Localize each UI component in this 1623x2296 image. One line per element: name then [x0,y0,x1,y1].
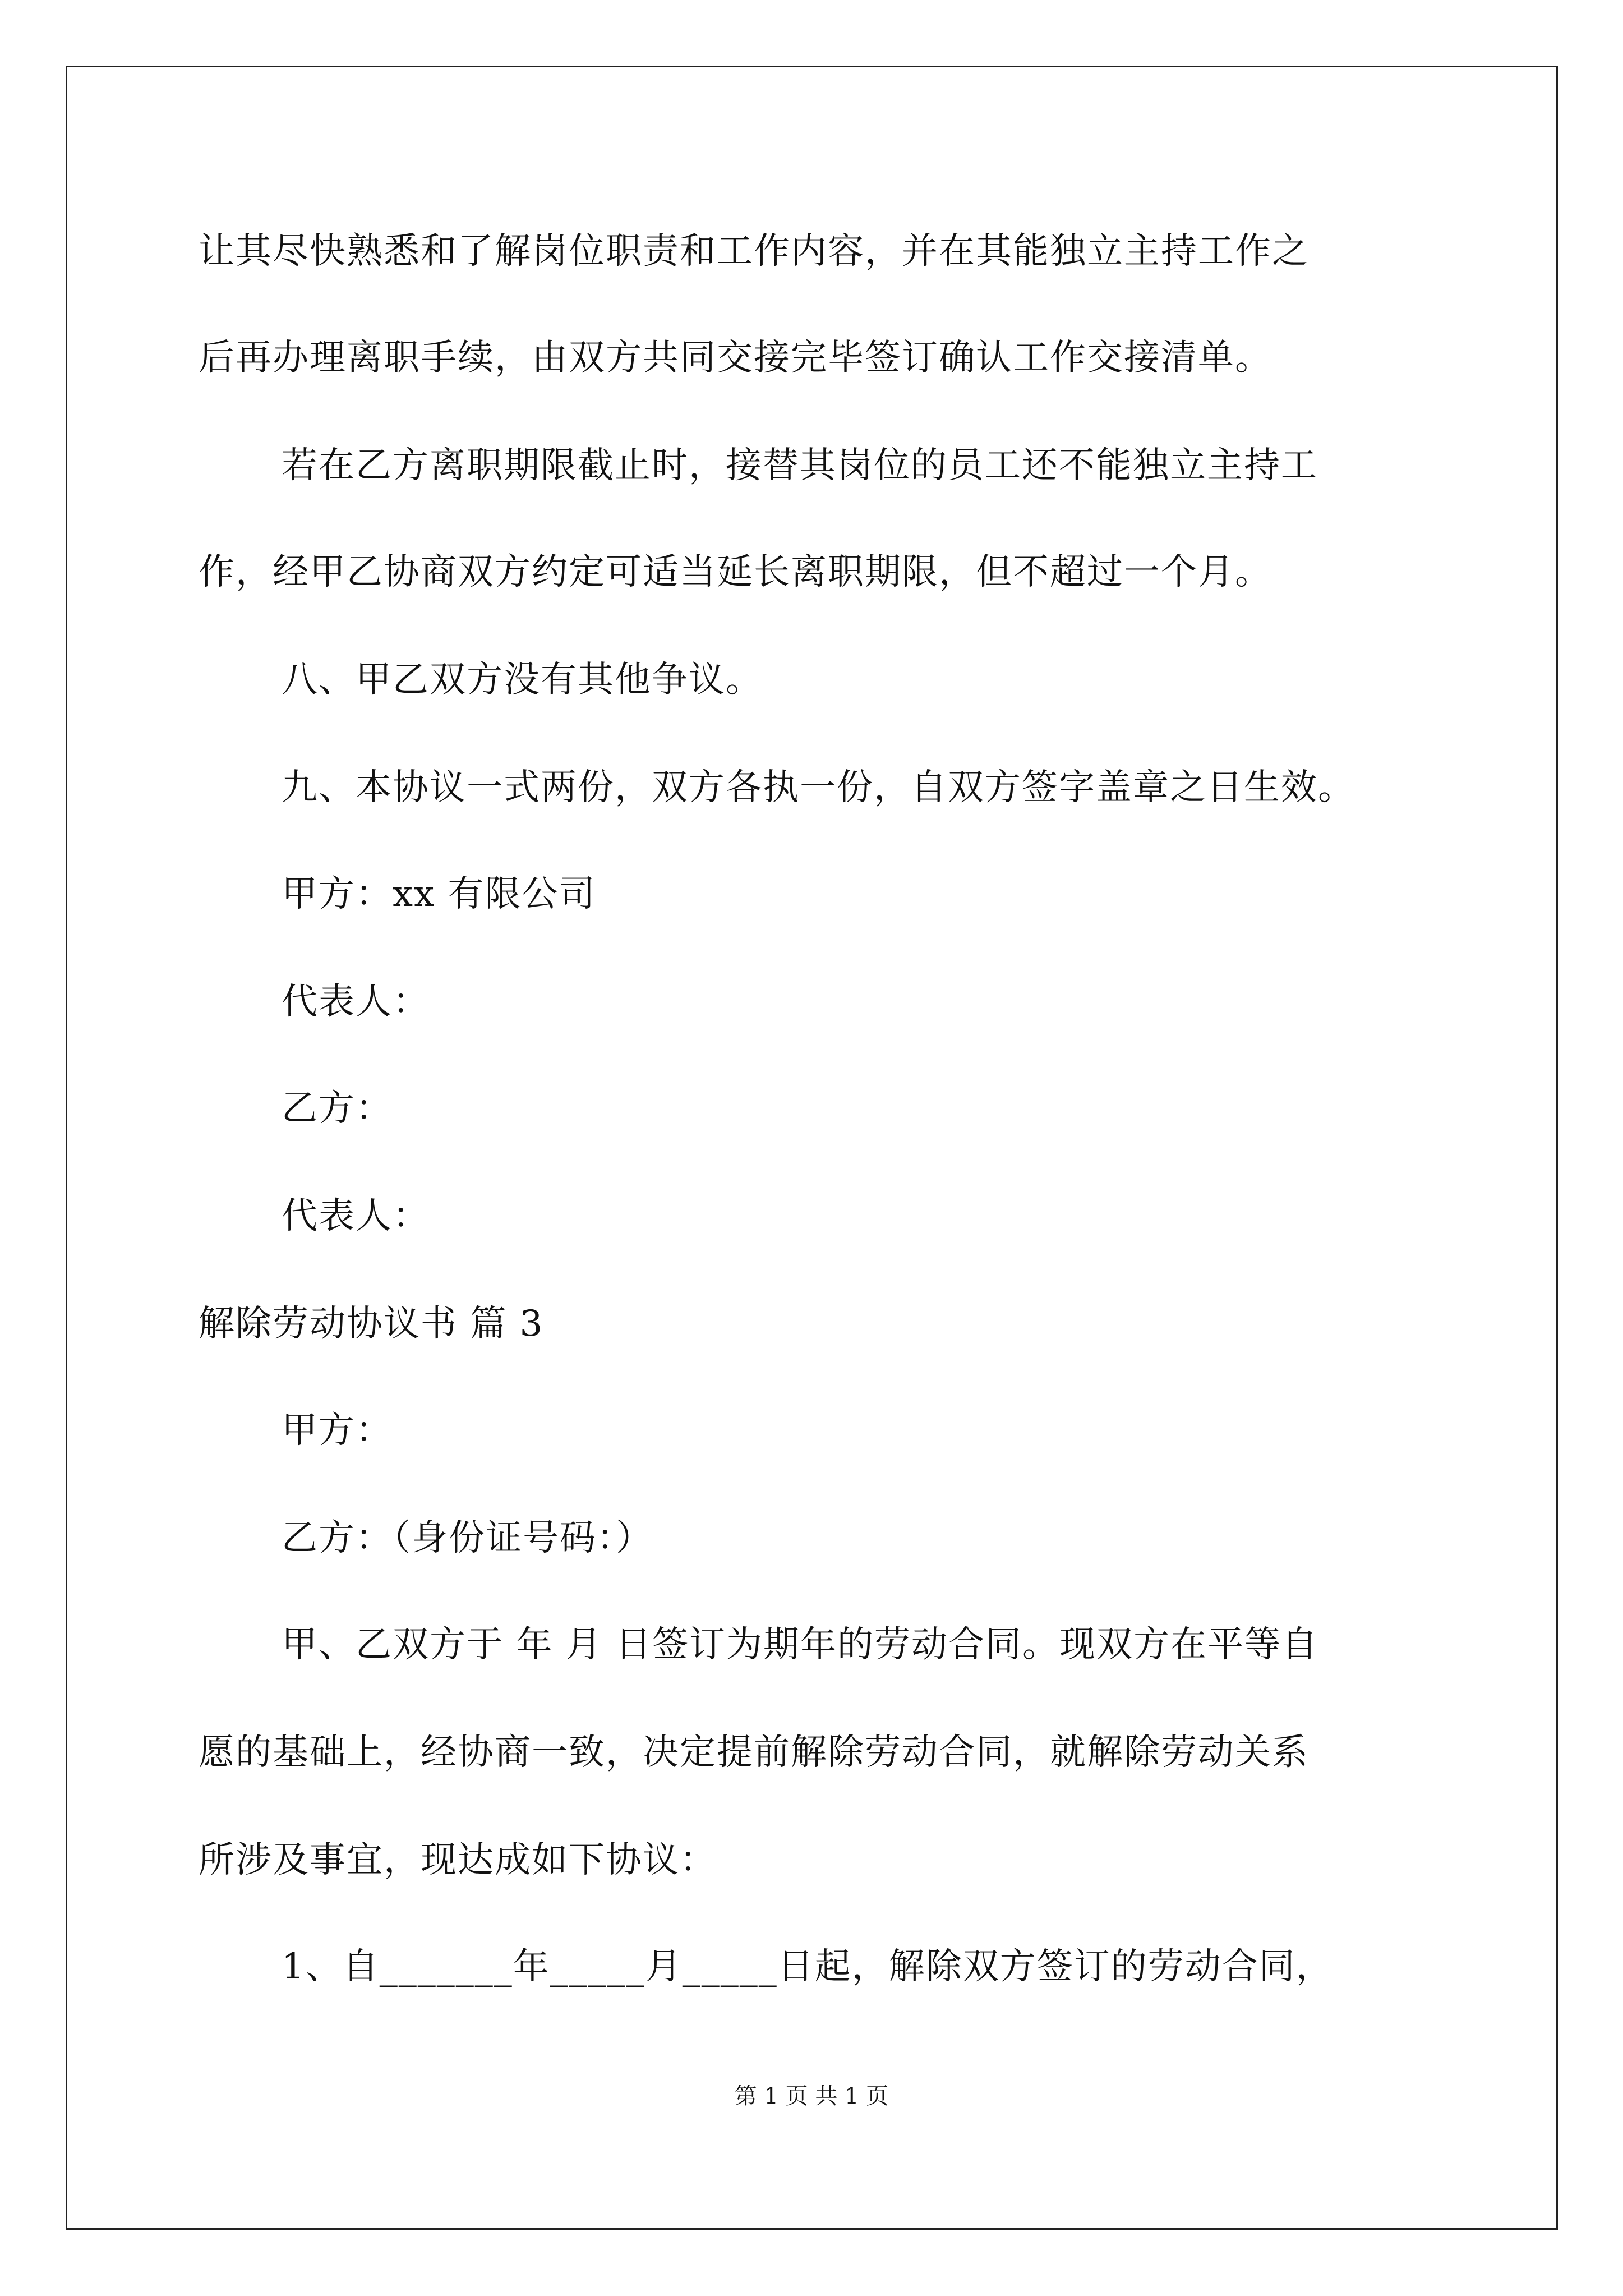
page-border [66,66,1558,2230]
party-b-id-line: 乙方：（身份证号码：） [282,1517,653,1559]
section-heading: 解除劳动协议书 篇 3 [199,1303,544,1345]
clause-1-line: 1、自_______年_____月_____日起，解除双方签订的劳动合同， [282,1946,1333,1987]
body-line-5: 八、甲乙双方没有其他争议。 [282,659,763,701]
body-line-2: 后再办理离职手续，由双方共同交接完毕签订确认工作交接清单。 [199,337,1272,379]
body-line-16: 所涉及事宜，现达成如下协议： [199,1839,717,1881]
party-a-line: 甲方：xx 有限公司 [282,873,596,915]
body-line-6: 九、本协议一式两份，双方各执一份，自双方签字盖章之日生效。 [282,767,1355,808]
representative-b-line: 代表人： [282,1195,430,1237]
representative-a-line: 代表人： [282,981,430,1023]
body-line-1: 让其尽快熟悉和了解岗位职责和工作内容，并在其能独立主持工作之 [199,231,1309,272]
body-line-4: 作，经甲乙协商双方约定可适当延长离职期限，但不超过一个月。 [199,551,1272,593]
body-line-14: 甲、乙双方于 年 月 日签订为期年的劳动合同。现双方在平等自 [282,1624,1319,1665]
page-footer: 第 1 页 共 1 页 [734,2083,889,2109]
body-line-3: 若在乙方离职期限截止时，接替其岗位的员工还不能独立主持工 [282,445,1318,486]
party-a-blank-line: 甲方： [282,1410,393,1451]
party-b-line: 乙方： [282,1088,393,1129]
body-line-15: 愿的基础上，经协商一致，决定提前解除劳动合同，就解除劳动关系 [199,1732,1309,1773]
